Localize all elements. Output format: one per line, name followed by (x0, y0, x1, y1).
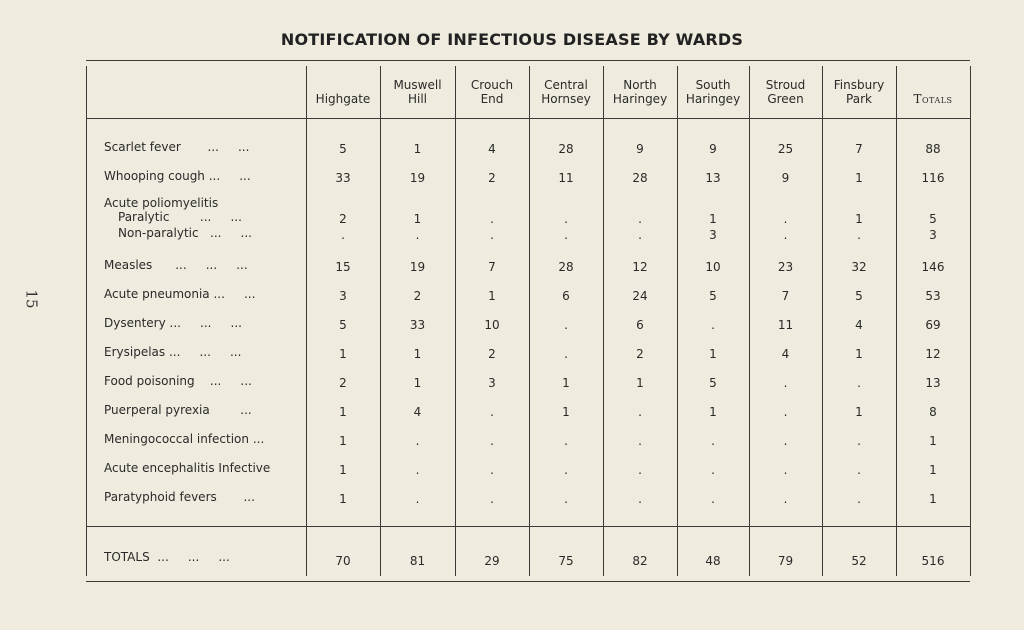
table-cell: . (857, 228, 861, 242)
table-cell: . (638, 434, 642, 448)
table-cell: 4 (413, 405, 422, 419)
table-cell: 5 (339, 318, 347, 332)
page-number: 15 (22, 289, 41, 309)
row-label: Whooping cough ... ... (104, 169, 251, 183)
table-cell: 3 (488, 376, 496, 390)
table-cell: . (564, 347, 568, 361)
table-cell: 1 (413, 212, 422, 226)
table-cell: 32 (851, 260, 867, 274)
table-cell: . (711, 434, 715, 448)
table-cell: 13 (925, 376, 941, 390)
table-cell: 28 (558, 260, 574, 274)
table-cell: 28 (558, 142, 574, 156)
table-cell: . (415, 228, 420, 242)
column-header: Stroud Green (765, 78, 806, 106)
table-cell: 1 (929, 463, 937, 477)
table-cell: 25 (777, 142, 794, 156)
table-cell: 7 (781, 289, 790, 303)
row-label: Erysipelas ... ... ... (104, 345, 242, 359)
table-cell: . (490, 492, 494, 506)
table-cell: . (857, 463, 861, 477)
row-label: Acute encephalitis Infective (104, 461, 271, 475)
table-cell: 88 (925, 142, 941, 156)
table-cell: . (783, 492, 788, 506)
table-cell: . (564, 212, 568, 226)
table-cell: 2 (339, 212, 347, 226)
table-cell: 3 (929, 228, 937, 242)
table-cell: . (711, 318, 715, 332)
table-cell: . (857, 434, 861, 448)
table-cell: 1 (339, 347, 347, 361)
totals-cell: 516 (921, 554, 945, 568)
table-cell: 1 (339, 463, 347, 477)
table-cell: 28 (632, 171, 648, 185)
table-cell: . (564, 318, 568, 332)
column-header: Finsbury Park (833, 78, 885, 106)
table-cell: 1 (855, 405, 863, 419)
table-cell: . (490, 463, 494, 477)
table-cell: 5 (855, 289, 863, 303)
table-cell: 1 (413, 376, 422, 390)
table-cell: . (564, 463, 568, 477)
header-rule (86, 118, 970, 119)
totals-rule (86, 526, 970, 527)
totals-cell: 48 (705, 554, 721, 568)
row-label: Paralytic ... ... (118, 210, 242, 224)
row-label: Meningococcal infection ... (104, 432, 265, 446)
table-cell: 1 (413, 347, 422, 361)
table-cell: 1 (636, 376, 644, 390)
table-cell: 69 (925, 318, 941, 332)
table-cell: 2 (413, 289, 422, 303)
table-cell: 53 (925, 289, 941, 303)
row-label: Acute poliomyelitis (104, 196, 219, 210)
table-cell: 9 (636, 142, 644, 156)
table-cell: . (638, 405, 642, 419)
table-cell: 12 (632, 260, 648, 274)
totals-cell: 75 (558, 554, 574, 568)
table-cell: 1 (929, 492, 937, 506)
column-header: Muswell Hill (393, 78, 442, 106)
column-header: Totals (913, 92, 953, 106)
table-cell: . (415, 492, 420, 506)
totals-cell: 79 (777, 554, 794, 568)
page-title: NOTIFICATION OF INFECTIOUS DISEASE BY WARDS (280, 30, 744, 49)
row-label: Acute pneumonia ... ... (104, 287, 256, 301)
column-header: Crouch End (470, 78, 514, 106)
table-cell: 7 (488, 260, 496, 274)
row-label: Food poisoning ... ... (104, 374, 252, 388)
table-cell: . (564, 434, 568, 448)
table-cell: 1 (413, 142, 422, 156)
disease-table (86, 60, 970, 582)
row-label: Puerperal pyrexia ... (104, 403, 252, 417)
table-cell: 13 (705, 171, 721, 185)
table-cell: 4 (855, 318, 863, 332)
table-cell: 19 (409, 260, 426, 274)
table-cell: . (490, 228, 494, 242)
table-cell: . (341, 228, 345, 242)
table-cell: . (783, 434, 788, 448)
table-cell: 1 (855, 347, 863, 361)
table-cell: 5 (709, 376, 717, 390)
table-cell: 1 (709, 212, 717, 226)
table-cell: 10 (705, 260, 721, 274)
column-header: Highgate (315, 92, 371, 106)
column-divider (86, 66, 87, 576)
table-cell: . (490, 405, 494, 419)
table-cell: . (857, 492, 861, 506)
table-cell: . (638, 463, 642, 477)
totals-cell: 29 (484, 554, 500, 568)
table-cell: . (638, 212, 642, 226)
table-cell: 1 (855, 171, 863, 185)
table-cell: 1 (562, 376, 570, 390)
table-cell: 12 (925, 347, 941, 361)
table-cell: . (783, 405, 788, 419)
table-cell: . (783, 228, 788, 242)
table-cell: 3 (709, 228, 717, 242)
table-cell: . (711, 463, 715, 477)
table-cell: . (564, 492, 568, 506)
table-cell: 1 (488, 289, 496, 303)
totals-cell: 81 (409, 554, 426, 568)
table-cell: 1 (855, 212, 863, 226)
table-cell: 8 (929, 405, 937, 419)
table-cell: 116 (921, 171, 945, 185)
table-cell: . (783, 212, 788, 226)
table-cell: 19 (409, 171, 426, 185)
table-cell: 4 (781, 347, 790, 361)
column-divider (970, 66, 971, 576)
bottom-rule (86, 581, 970, 582)
table-cell: 9 (709, 142, 717, 156)
table-cell: 33 (335, 171, 351, 185)
table-cell: 1 (709, 347, 717, 361)
table-cell: . (415, 434, 420, 448)
table-cell: . (638, 492, 642, 506)
table-cell: 5 (339, 142, 347, 156)
table-cell: . (415, 463, 420, 477)
row-label: Scarlet fever ... ... (104, 140, 250, 154)
table-cell: 7 (855, 142, 863, 156)
table-cell: . (490, 212, 494, 226)
table-cell: 9 (781, 171, 790, 185)
row-label: Measles ... ... ... (104, 258, 248, 272)
table-cell: 33 (409, 318, 426, 332)
table-cell: . (783, 463, 788, 477)
top-rule (86, 60, 970, 61)
table-cell: 2 (488, 171, 496, 185)
column-header: Central Hornsey (541, 78, 591, 106)
totals-cell: 70 (335, 554, 351, 568)
table-cell: 1 (929, 434, 937, 448)
table-cell: 1 (562, 405, 570, 419)
column-header: South Haringey (685, 78, 741, 106)
table-cell: 6 (562, 289, 570, 303)
table-cell: 11 (558, 171, 574, 185)
table-cell: 10 (484, 318, 500, 332)
table-cell: 4 (488, 142, 496, 156)
table-cell: 5 (709, 289, 717, 303)
table-cell: . (490, 434, 494, 448)
table-cell: . (783, 376, 788, 390)
table-cell: 1 (709, 405, 717, 419)
table-cell: . (857, 376, 861, 390)
table-cell: 3 (339, 289, 347, 303)
row-label: Non-paralytic ... ... (118, 226, 252, 240)
table-cell: 1 (339, 492, 347, 506)
table-cell: . (564, 228, 568, 242)
table-cell: 15 (335, 260, 351, 274)
column-header: North Haringey (612, 78, 668, 106)
table-cell: 1 (339, 405, 347, 419)
table-cell: 2 (488, 347, 496, 361)
table-cell: 2 (636, 347, 644, 361)
table-cell: . (711, 492, 715, 506)
row-label: Dysentery ... ... ... (104, 316, 242, 330)
table-cell: 6 (636, 318, 644, 332)
table-cell: 1 (339, 434, 347, 448)
totals-cell: 52 (851, 554, 867, 568)
table-cell: 11 (777, 318, 794, 332)
table-cell: 24 (632, 289, 648, 303)
table-cell: 2 (339, 376, 347, 390)
table-cell: 23 (777, 260, 794, 274)
table-cell: . (638, 228, 642, 242)
table-cell: 5 (929, 212, 937, 226)
totals-cell: 82 (632, 554, 648, 568)
row-label: Paratyphoid fevers ... (104, 490, 255, 504)
table-cell: 146 (921, 260, 945, 274)
totals-label: TOTALS ... ... ... (104, 550, 230, 564)
